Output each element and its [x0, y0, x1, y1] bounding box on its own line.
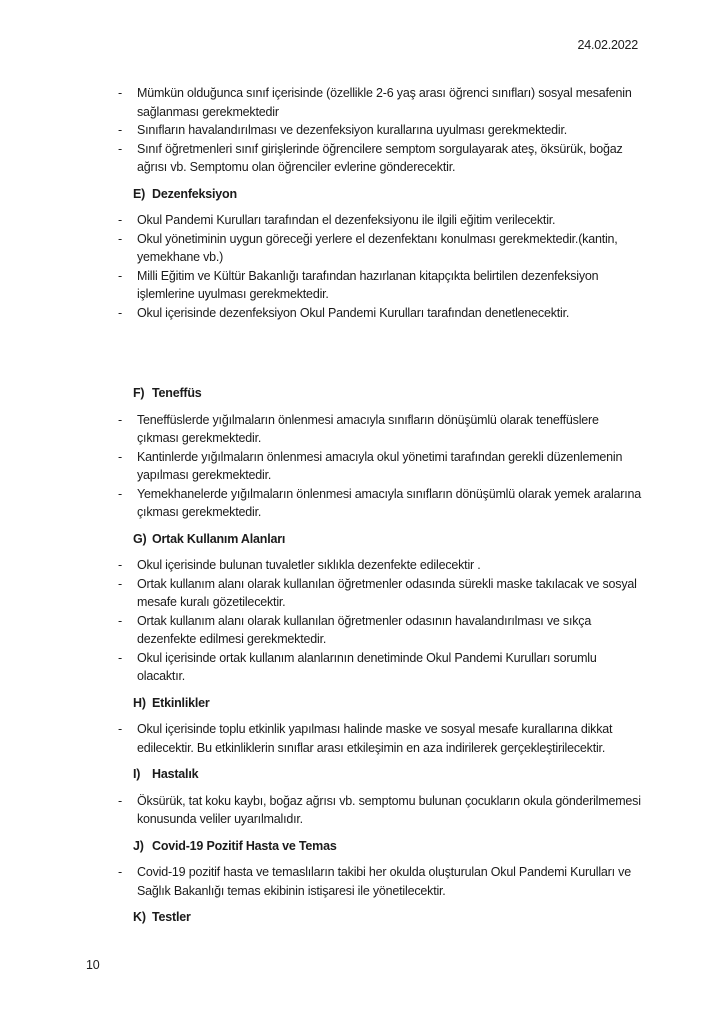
bullet-dash: -	[118, 576, 122, 591]
bullet-text: Ortak kullanım alanı olarak kullanılan öğretmenler odasının havalandırılması ve sıkça dezenfekte edilmesi gerekmektedir.	[137, 613, 592, 646]
bullet-text: Teneffüslerde yığılmaların önlenmesi amacıyla sınıfların dönüşümlü olarak teneffüslere çıkması gerekmektedir.	[137, 412, 599, 445]
document-date: 24.02.2022	[577, 38, 638, 52]
bullet-text: Ortak kullanım alanı olarak kullanılan öğretmenler odasında sürekli maske takılacak ve sosyal mesafe kuralı gözetilecektir.	[137, 576, 637, 609]
list-item	[118, 792, 642, 829]
bullet-text: Covid-19 pozitif hasta ve temaslıların takibi her okulda oluşturulan Okul Pandemi Kurulları ve Sağlık Bakanlığı temas ekibinin istişaresi ile yönetilecektir.	[137, 865, 631, 898]
list-item	[118, 230, 642, 267]
bullet-text: Okul Pandemi Kurulları tarafından el dezenfeksiyonu ile ilgili eğitim verilecektir.	[137, 213, 556, 227]
bullet-text: Okul içerisinde ortak kullanım alanlarının denetiminde Okul Pandemi Kurulları sorumlu olacaktır.	[137, 650, 597, 683]
list-item	[118, 121, 642, 140]
list-item	[118, 649, 642, 686]
list-item	[118, 267, 642, 304]
section-letter: K)	[133, 910, 146, 924]
list-item	[118, 575, 642, 612]
section-title: Etkinlikler	[152, 695, 210, 710]
list-item	[118, 140, 642, 177]
bullet-dash: -	[118, 86, 122, 100]
list-item	[118, 612, 642, 649]
section-heading-hastalik	[133, 765, 642, 784]
bullet-dash: -	[118, 213, 122, 227]
bullet-dash: -	[118, 412, 122, 427]
section-heading-dezenfeksiyon	[133, 185, 642, 204]
bullet-text: Okul yönetiminin uygun göreceği yerlere el dezenfektanı konulması gerekmektedir.(kantin, yemekhane vb.)	[137, 231, 618, 264]
vertical-gap	[118, 322, 642, 376]
list-item	[118, 411, 642, 448]
section-bullet-list	[118, 211, 642, 322]
bullet-text: Milli Eğitim ve Kültür Bakanlığı tarafından hazırlanan kitapçıkta belirtilen dezenfeksiyon işlemlerine uyulması gerekmektedir.	[137, 268, 599, 301]
document-body	[118, 84, 642, 935]
section-heading-covid-pozitif	[133, 837, 642, 856]
list-item	[118, 863, 642, 900]
section-letter: H)	[133, 695, 146, 710]
section-letter: F)	[133, 386, 145, 400]
section-bullet-list	[118, 863, 642, 900]
bullet-text: Kantinlerde yığılmaların önlenmesi amacıyla okul yönetimi tarafından gerekli düzenlemenin yapılması gerekmektedir.	[137, 449, 623, 482]
bullet-dash: -	[118, 613, 122, 628]
list-item	[118, 485, 642, 522]
list-item	[118, 448, 642, 485]
bullet-text: Öksürük, tat koku kaybı, boğaz ağrısı vb. semptomu bulunan çocukların okula gönderilmemesi konusunda veliler uyarılmalıdır.	[137, 793, 641, 826]
section-bullet-list	[118, 411, 642, 522]
bullet-dash: -	[118, 865, 122, 879]
bullet-dash: -	[118, 231, 122, 246]
section-title: Teneffüs	[152, 386, 202, 400]
section-letter: I)	[133, 767, 141, 781]
section-letter: G)	[133, 531, 147, 546]
section-letter: J)	[133, 838, 144, 853]
bullet-text: Sınıf öğretmenleri sınıf girişlerinde öğrencilere semptom sorgulayarak ateş, öksürük, boğaz ağrısı vb. Semptomu olan öğrenciler evlerine gönderecektir.	[137, 141, 623, 174]
bullet-dash: -	[118, 558, 122, 572]
bullet-text: Okul içerisinde bulunan tuvaletler sıklıkla dezenfekte edilecektir .	[137, 558, 481, 572]
section-bullet-list	[118, 720, 642, 757]
bullet-text: Okul içerisinde toplu etkinlik yapılması halinde maske ve sosyal mesafe kurallarına dikkat edilecektir. Bu etkinliklerin sınıflar arası etkileşimin en aza indirilerek gerçekleştirilecektir.	[137, 722, 613, 755]
section-heading-ortak-kullanim	[133, 530, 642, 549]
section-letter: E)	[133, 186, 146, 201]
section-heading-testler	[133, 908, 642, 927]
bullet-text: Sınıfların havalandırılması ve dezenfeksiyon kurallarına uyulması gerekmektedir.	[137, 123, 568, 137]
page-number: 10	[86, 958, 100, 972]
bullet-dash: -	[118, 123, 122, 137]
section-heading-teneffus	[133, 384, 642, 403]
section-title: Covid-19 Pozitif Hasta ve Temas	[152, 838, 337, 853]
bullet-dash: -	[118, 793, 122, 808]
bullet-text: Yemekhanelerde yığılmaların önlenmesi amacıyla sınıfların dönüşümlü olarak yemek aralarına çıkması gerekmektedir.	[137, 486, 642, 519]
section-bullet-list	[118, 556, 642, 686]
bullet-dash: -	[118, 305, 122, 320]
list-item	[118, 304, 642, 323]
bullet-text: Mümkün olduğunca sınıf içerisinde (özellikle 2-6 yaş arası öğrenci sınıfları) sosyal mesafenin sağlanması gerekmektedir	[137, 86, 632, 119]
bullet-text: Okul içerisinde dezenfeksiyon Okul Pandemi Kurulları tarafından denetlenecektir.	[137, 305, 570, 320]
bullet-dash: -	[118, 650, 122, 665]
section-title: Hastalık	[152, 767, 199, 781]
bullet-dash: -	[118, 486, 122, 501]
section-bullet-list	[118, 792, 642, 829]
section-title: Dezenfeksiyon	[152, 186, 237, 201]
bullet-dash: -	[118, 141, 122, 156]
section-title: Testler	[152, 910, 191, 924]
intro-bullet-list	[118, 84, 642, 177]
list-item	[118, 211, 642, 230]
bullet-dash: -	[118, 722, 122, 736]
list-item	[118, 720, 642, 757]
bullet-dash: -	[118, 268, 122, 283]
list-item	[118, 556, 642, 575]
bullet-dash: -	[118, 449, 122, 464]
section-title: Ortak Kullanım Alanları	[152, 531, 286, 546]
section-heading-etkinlikler	[133, 694, 642, 713]
list-item	[118, 84, 642, 121]
